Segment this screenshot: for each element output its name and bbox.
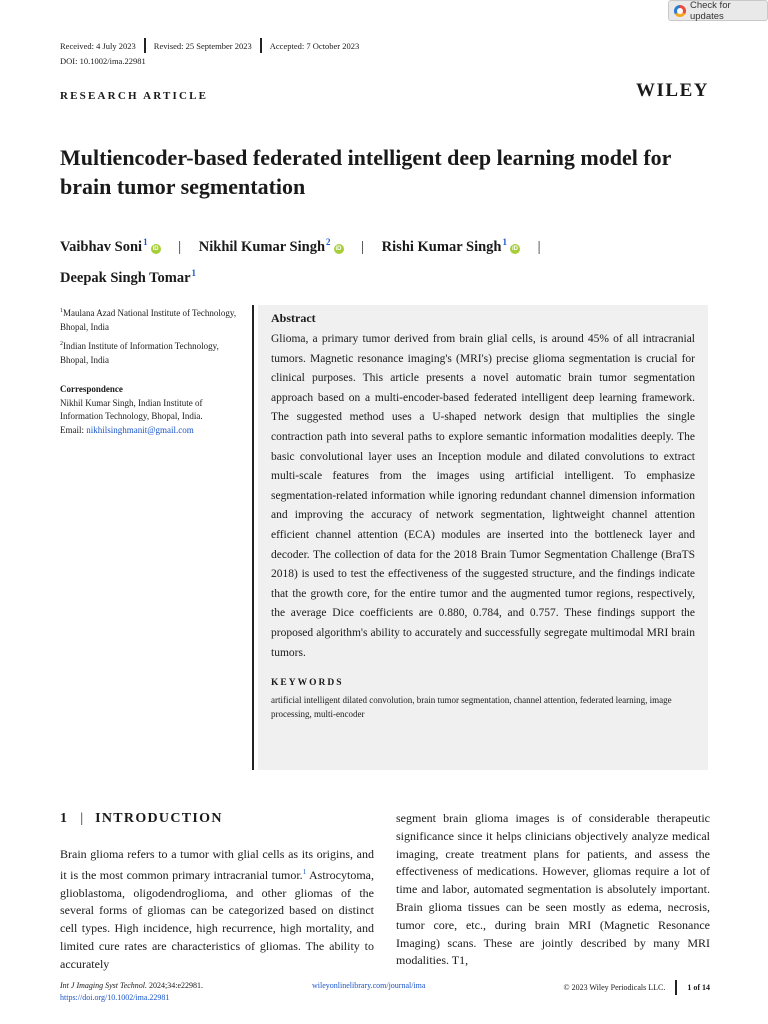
doi-link[interactable]: https://doi.org/10.1002/ima.22981 <box>60 993 170 1002</box>
correspondence-text: Nikhil Kumar Singh, Indian Institute of Information Technology, Bhopal, India. <box>60 397 203 421</box>
author-separator: | <box>178 239 182 255</box>
intro-column-right: segment brain glioma images is of considerable therapeutic significance since it helps clinicians objectively analyze medical imaging, create treatment plans for patients, and assess the effectiveness of medications. However, gliomas require a lot of time and labor, automated segmentation is absolutely important. Brain glioma tissues can be seen mostly as edema, necrosis, tumor core, etc., during brain MRI (Magnetic Resonance Imaging) scans. These are jointly described by many MRI modalities. T1, <box>396 811 710 968</box>
author-name: Rishi Kumar Singh <box>381 239 502 255</box>
affiliation-text: Maulana Azad National Institute of Technology, Bhopal, India <box>60 308 237 332</box>
intro-paragraph: Astrocytoma, glioblastoma, oligodendroglioma, and other gliomas of the several forms of gliomas can be categorized based on distinct cell types. High incidence, high recurrence, high mortality, and limited cure rates are characteristics of gliomas. The ability to accurately <box>60 867 374 971</box>
footer-citation <box>60 980 203 1004</box>
author-affiliation-ref[interactable]: 1 <box>502 237 507 247</box>
paper-title: Multiencoder-based federated intelligent deep learning model for brain tumor segmentation <box>60 145 672 199</box>
divider <box>675 980 677 995</box>
footer-right <box>564 980 711 995</box>
email-link[interactable]: nikhilsinghmanit@gmail.com <box>86 424 194 435</box>
page-number: 1 of 14 <box>687 982 710 992</box>
abstract-box <box>258 305 708 770</box>
publisher-logo: WILEY <box>636 80 709 101</box>
journal-name: Int J Imaging Syst Technol. <box>60 981 148 990</box>
revised-date: Revised: 25 September 2023 <box>153 40 252 51</box>
citation-ref[interactable]: 1 <box>302 867 307 876</box>
affiliation <box>60 305 245 334</box>
section-number: 1 <box>60 811 69 826</box>
accepted-date: Accepted: 7 October 2023 <box>269 40 360 51</box>
author-affiliation-ref[interactable]: 2 <box>326 237 331 247</box>
doi: DOI: 10.1002/ima.22981 <box>60 56 146 66</box>
article-type: RESEARCH ARTICLE <box>60 90 209 102</box>
section-heading <box>60 811 223 827</box>
check-updates-label: Check for updates <box>689 0 731 22</box>
correspondence-heading: Correspondence <box>60 384 123 394</box>
author-affiliation-ref[interactable]: 1 <box>191 268 197 278</box>
email-label: Email: <box>60 424 84 435</box>
affiliation-number: 1 <box>60 308 63 314</box>
check-for-updates-button[interactable] <box>668 0 768 21</box>
author-separator: | <box>361 239 365 255</box>
article-dates <box>60 38 359 53</box>
orcid-icon[interactable]: iD <box>511 246 518 252</box>
orcid-icon[interactable]: iD <box>335 246 342 252</box>
divider <box>144 38 146 53</box>
author-name: Nikhil Kumar Singh <box>198 239 326 255</box>
copyright: © 2023 Wiley Periodicals LLC. <box>563 982 666 992</box>
intro-column-left <box>60 846 374 974</box>
divider <box>260 38 262 53</box>
intro-paragraph: Brain glioma refers to a tumor with glial cells as its origins, and it is the most common primary intracranial tumor. <box>60 847 374 882</box>
author-name: Deepak Singh Tomar <box>60 270 191 286</box>
keywords-text: artificial intelligent dilated convolution, brain tumor segmentation, channel attention, federated learning, image processing, multi-encoder <box>271 695 672 720</box>
abstract-text: Glioma, a primary tumor derived from brain glial cells, is around 45% of all intracranial tumors. Magnetic resonance imaging's (MRI's) precise glioma segmentation is crucial for clinical purposes. This article presents a novel automatic brain tumor segmentation approach based on a multi-encoder-based federated intelligent deep learning framework. The suggested method uses a U-shaped network design that multiplies the single contraction path into several paths to explore semantic information modalities deeply. The basic convolutional layer uses an Inception module and dilated convolutions to extract multi-scale features from the images using artificial intelligent. To emphasize segmentation-related information while ignoring redundant channel dimension information and improving the accuracy of network segmentation, lightweight channel attention efficient channel attention (ECA) modules are inserted into the bottleneck layer and decoder. The collection of data for the 2018 Brain Tumor Segmentation Challenge (BraTS 2018) is used to test the effectiveness of the suggested structure, and the findings indicate that the growth core, for the entire tumor and the augmented tumor regions, respectively, the average Dice coefficients are 0.880, 0.784, and 0.757. These findings support the proposed algorithm's ability to accurately and successfully segregate multimodal MRI brain tumors. <box>271 333 695 659</box>
keywords-heading: KEYWORDS <box>271 678 344 689</box>
author-list <box>60 229 710 291</box>
section-separator: | <box>80 811 84 826</box>
section-title: INTRODUCTION <box>95 811 223 826</box>
abstract-divider <box>252 305 254 770</box>
journal-citation: 2024;34:e22981. <box>147 981 204 990</box>
author-name: Vaibhav Soni <box>60 239 143 255</box>
correspondence-email <box>60 424 245 438</box>
affiliation <box>60 338 245 367</box>
received-date: Received: 4 July 2023 <box>60 40 136 51</box>
author-affiliation-ref[interactable]: 1 <box>143 237 148 247</box>
abstract-heading: Abstract <box>271 311 316 325</box>
orcid-icon[interactable]: iD <box>152 246 159 252</box>
author-separator: | <box>537 239 541 255</box>
affiliation-text: Indian Institute of Information Technology, Bhopal, India <box>60 341 219 365</box>
crossmark-icon <box>674 5 686 17</box>
journal-link[interactable]: wileyonlinelibrary.com/journal/ima <box>312 981 426 990</box>
affiliations-panel <box>60 305 245 437</box>
affiliation-number: 2 <box>60 341 63 347</box>
